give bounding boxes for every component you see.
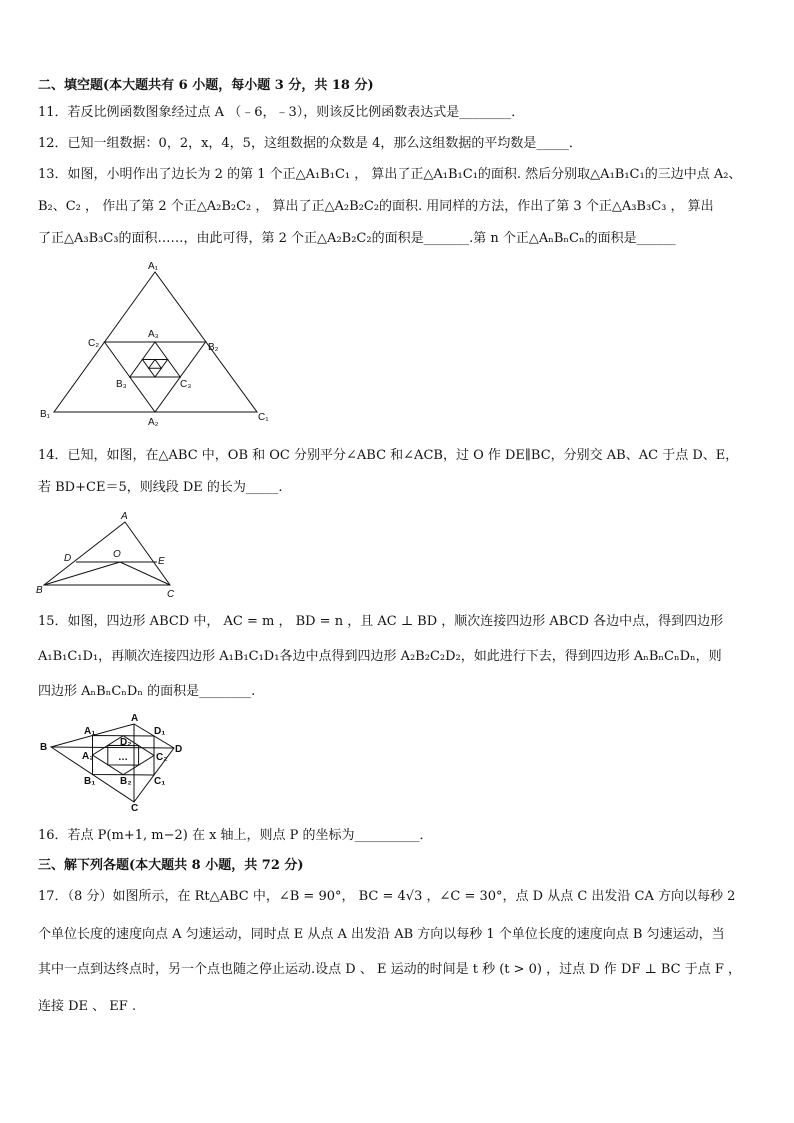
question-15-line-2: A₁B₁C₁D₁，再顺次连接四边形 A₁B₁C₁D₁各边中点得到四边形 A₂B₂C₂D₂，如此进行下去，得到四边形 AₙBₙCₙDₙ，则	[38, 649, 722, 664]
label-C1: C₁	[154, 776, 166, 787]
question-13-line-1: 13．如图，小明作出了边长为 2 的第 1 个正△A₁B₁C₁ ， 算出了正△A₁B₁C₁的面积. 然后分别取△A₁B₁C₁的三边中点 A₂、	[38, 167, 742, 182]
label-B1: B₁	[84, 776, 96, 787]
label-C1: C₁	[258, 412, 269, 423]
question-11: 11．若反比例函数图象经过点 A （﹣6，﹣3），则该反比例函数表达式是________．	[38, 105, 525, 120]
label-B2: B₂	[120, 776, 132, 787]
label-B2: B₂	[208, 342, 219, 353]
question-17-line-4: 连接 DE 、 EF .	[38, 999, 137, 1014]
label-C2: C₂	[156, 752, 168, 763]
triangle-ABC	[44, 522, 170, 585]
question-15-line-3: 四边形 AₙBₙCₙDₙ 的面积是________.	[38, 684, 256, 699]
question-17-line-3: 其中一点到达终点时，另一个点也随之停止运动.设点 D 、 E 运动的时间是 t 秒 (t > 0) ，过点 D 作 DF ⊥ BC 于点 F ，	[38, 962, 742, 977]
question-15-line-1: 15．如图，四边形 ABCD 中， AC = m ， BD = n ，且 AC ⊥ BD ，顺次连接四边形 ABCD 各边中点，得到四边形	[38, 614, 724, 629]
figure-14-triangle	[30, 505, 190, 600]
label-D: D	[175, 744, 183, 755]
label-O: O	[113, 549, 121, 560]
label-A3: A₃	[148, 329, 159, 340]
label-D1: D₁	[154, 726, 166, 737]
label-C2: C₂	[88, 338, 100, 349]
label-E: E	[158, 556, 165, 567]
figure-15-quadrilateral	[36, 712, 186, 812]
question-14-line-1: 14．已知，如图，在△ABC 中，OB 和 OC 分别平分∠ABC 和∠ACB，过 O 作 DE∥BC，分别交 AB、AC 于点 D、E，	[38, 448, 739, 463]
figure-13-triangles	[30, 255, 280, 430]
label-A: A	[121, 511, 128, 522]
section-heading-fill-in: 二、填空题(本大题共有 6 小题，每小题 3 分，共 18 分)	[38, 78, 374, 93]
label-D2: D₂	[120, 737, 132, 748]
question-12: 12．已知一组数据：0，2，x，4，5，这组数据的众数是 4，那么这组数据的平均数是_____．	[38, 136, 582, 151]
label-A2: A₂	[148, 417, 159, 428]
question-16: 16．若点 P(m+1, m−2) 在 x 轴上，则点 P 的坐标为__________．	[38, 828, 433, 843]
label-A1: A₁	[148, 261, 159, 272]
question-14-line-2: 若 BD+CE＝5，则线段 DE 的长为_____.	[38, 480, 283, 495]
triangle-5	[149, 360, 162, 369]
label-B: B	[40, 742, 48, 753]
question-17-line-2: 个单位长度的速度向点 A 匀速运动，同时点 E 从点 A 出发沿 AB 方向以每秒 1 个单位长度的速度向点 B 匀速运动，当	[38, 927, 725, 942]
section-heading-solve: 三、解下列各题(本大题共 8 小题，共 72 分)	[38, 858, 304, 873]
diagonal-BD	[51, 747, 174, 748]
label-A1: A₁	[84, 726, 96, 737]
question-13-line-3: 了正△A₃B₃C₃的面积……，由此可得，第 2 个正△A₂B₂C₂的面积是_______.第 n 个正△AₙBₙCₙ的面积是______	[38, 231, 676, 246]
label-B1: B₁	[40, 409, 51, 420]
label-A2: A₂	[82, 751, 94, 762]
label-C: C	[167, 589, 175, 600]
label-C: C	[131, 803, 139, 812]
label-B: B	[36, 585, 43, 596]
label-A: A	[131, 713, 139, 724]
question-17-line-1: 17．（8 分）如图所示，在 Rt△ABC 中，∠B = 90°， BC = 4√3 ，∠C = 30°，点 D 从点 C 出发沿 CA 方向以每秒 2	[38, 889, 736, 904]
question-13-line-2: B₂、C₂ ， 作出了第 2 个正△A₂B₂C₂ ， 算出了正△A₂B₂C₂的面积. 用同样的方法，作出了第 3 个正△A₃B₃C₃ ， 算出	[38, 199, 714, 214]
bisector-OB	[44, 562, 120, 585]
label-B3: B₃	[116, 379, 127, 390]
label-ellipsis: …	[118, 752, 128, 763]
label-D: D	[64, 553, 72, 564]
label-C3: C₃	[180, 379, 192, 390]
